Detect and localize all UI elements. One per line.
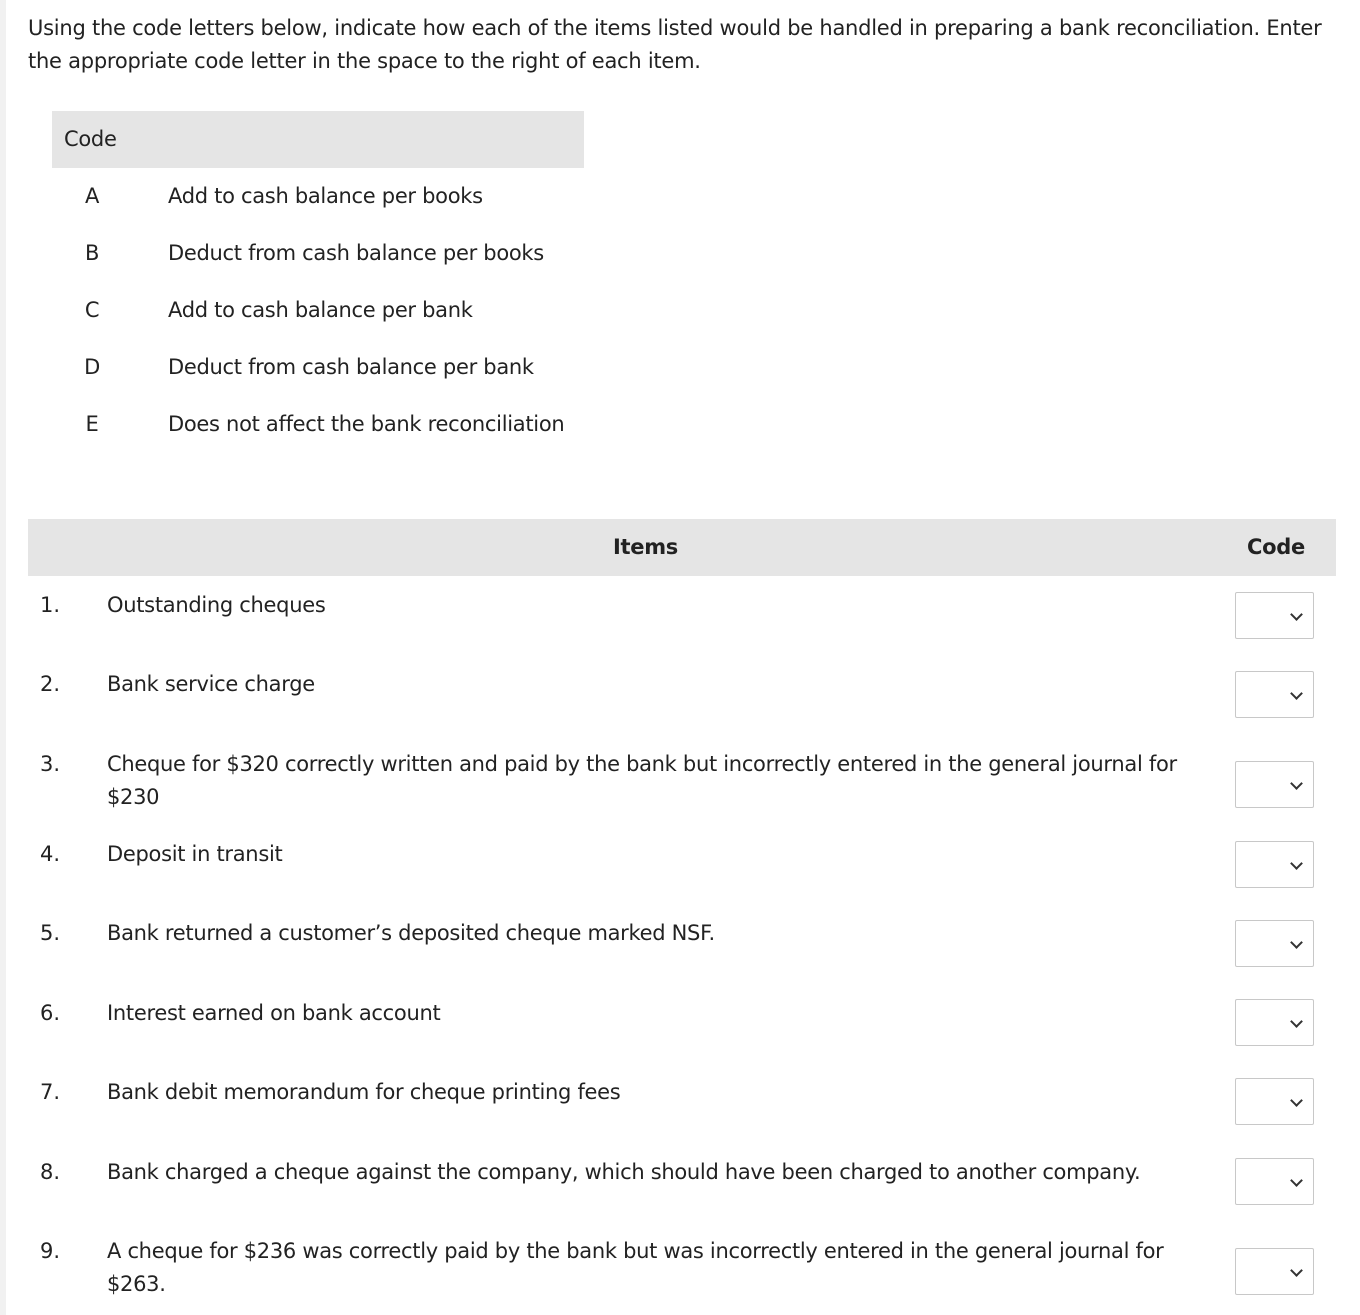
code-column-header: Code — [1247, 535, 1305, 559]
legend-row-d — [52, 339, 584, 396]
legend-row-b — [52, 225, 584, 282]
legend-letter: A — [84, 184, 100, 208]
item-text: Deposit in transit — [107, 842, 283, 866]
item-number: 8. — [40, 1160, 61, 1184]
code-select-5[interactable] — [1235, 920, 1314, 967]
legend-row-c — [52, 282, 584, 339]
item-number: 4. — [40, 842, 61, 866]
item-text: A cheque for $236 was correctly paid by the bank but was incorrectly entered in the general journal for $263. — [107, 1239, 1164, 1296]
item-number: 7. — [40, 1080, 61, 1104]
code-select-9[interactable] — [1235, 1248, 1314, 1295]
legend-row-e — [52, 396, 584, 453]
code-select-4[interactable] — [1235, 841, 1314, 888]
item-number: 3. — [40, 752, 61, 776]
item-text: Bank returned a customer’s deposited cheque marked NSF. — [107, 921, 715, 945]
item-text: Bank debit memorandum for cheque printing fees — [107, 1080, 621, 1104]
item-number: 6. — [40, 1001, 61, 1025]
legend-description: Does not affect the bank reconciliation — [168, 412, 565, 436]
item-text: Bank charged a cheque against the company, which should have been charged to another company. — [107, 1160, 1141, 1184]
legend-header: Code — [52, 111, 584, 168]
items-table-header — [28, 519, 1336, 576]
chevron-down-icon — [1290, 1264, 1303, 1277]
code-legend-table — [52, 111, 584, 453]
code-select-2[interactable] — [1235, 671, 1314, 718]
instructions-text: Using the code letters below, indicate how each of the items listed would be handled in preparing a bank reconciliation. Enter the appropriate code letter in the space to the right of each item. — [28, 16, 1322, 73]
legend-description: Deduct from cash balance per books — [168, 241, 544, 265]
code-select-3[interactable] — [1235, 761, 1314, 808]
legend-description: Deduct from cash balance per bank — [168, 355, 534, 379]
legend-letter: D — [84, 355, 100, 379]
item-number: 9. — [40, 1239, 61, 1263]
items-column-header: Items — [613, 535, 678, 559]
legend-letter: B — [84, 241, 100, 265]
item-text: Outstanding cheques — [107, 593, 326, 617]
chevron-down-icon — [1290, 608, 1303, 621]
item-number: 5. — [40, 921, 61, 945]
chevron-down-icon — [1290, 1015, 1303, 1028]
legend-letter: C — [84, 298, 100, 322]
left-edge-strip — [0, 0, 6, 1315]
chevron-down-icon — [1290, 687, 1303, 700]
legend-description: Add to cash balance per bank — [168, 298, 473, 322]
item-number: 2. — [40, 672, 61, 696]
item-number: 1. — [40, 593, 61, 617]
code-select-6[interactable] — [1235, 999, 1314, 1046]
chevron-down-icon — [1290, 777, 1303, 790]
code-select-1[interactable] — [1235, 592, 1314, 639]
chevron-down-icon — [1290, 857, 1303, 870]
legend-description: Add to cash balance per books — [168, 184, 483, 208]
code-select-8[interactable] — [1235, 1158, 1314, 1205]
item-text: Interest earned on bank account — [107, 1001, 441, 1025]
item-text: Bank service charge — [107, 672, 315, 696]
chevron-down-icon — [1290, 936, 1303, 949]
legend-letter: E — [85, 412, 99, 436]
chevron-down-icon — [1290, 1094, 1303, 1107]
chevron-down-icon — [1290, 1174, 1303, 1187]
code-select-7[interactable] — [1235, 1078, 1314, 1125]
legend-row-a — [52, 168, 584, 225]
item-text: Cheque for $320 correctly written and paid by the bank but incorrectly entered in the general journal for $230 — [107, 752, 1177, 809]
